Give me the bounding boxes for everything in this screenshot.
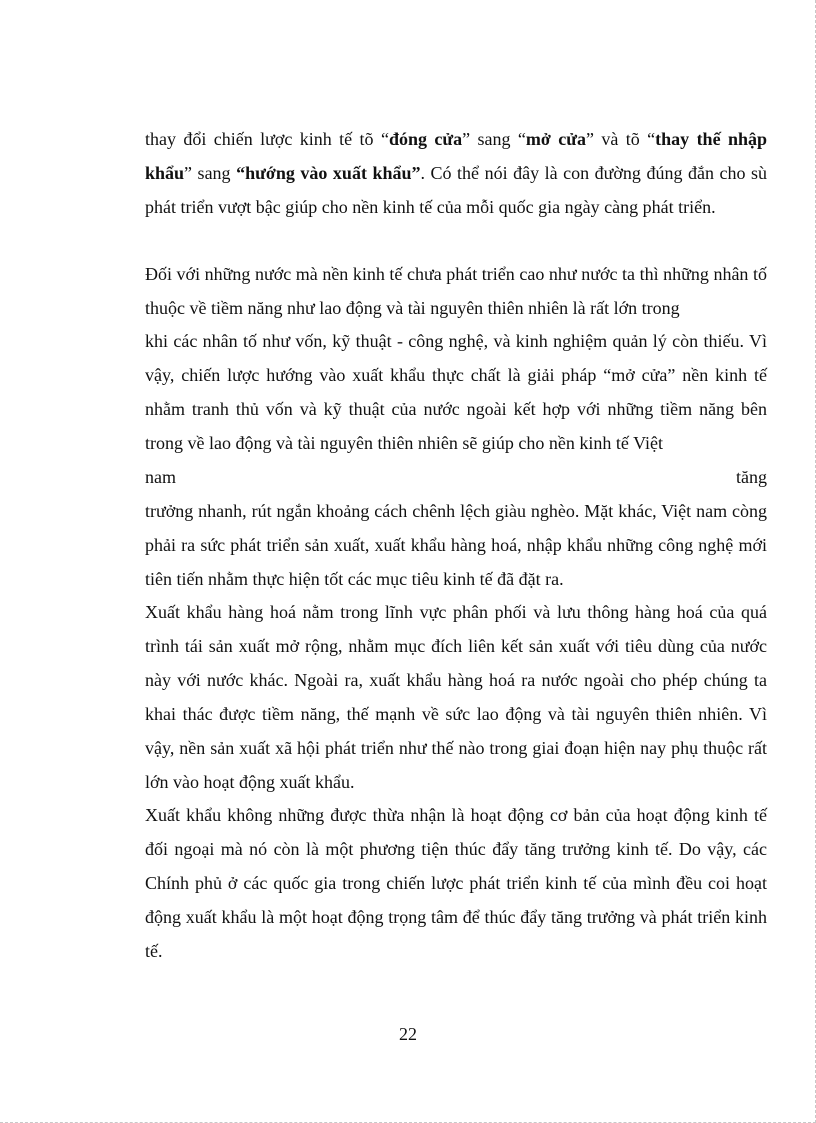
text-run: ” và tõ “	[586, 129, 656, 149]
paragraph-2-end	[145, 494, 767, 596]
paragraph-4	[145, 798, 767, 968]
paragraph-1-text	[145, 122, 767, 224]
split-line-right-word: tăng	[736, 467, 767, 487]
split-line-left-word: nam	[145, 467, 176, 487]
bold-text-export-oriented: “hướng vào xuất khẩu”	[236, 163, 421, 183]
paragraph-2-middle-text: khi các nhân tố như vốn, kỹ thuật - công nghệ, và kinh nghiệm quản lý còn thiếu. Vì vậy, chiến lược hướng vào xuất khẩu thực chất là giải pháp “mở cửa” nền kinh tế nhằm tranh thủ vốn và kỹ thuật của nước ngoài kết hợp với những tiềm năng bên trong về lao động và tài nguyên thiên nhiên sẽ giúp cho nền kinh tế Việt	[145, 331, 767, 453]
paragraph-2-start-text: Đối với những nước mà nền kinh tế chưa phát triển cao như nước ta thì những nhân tố thuộc về tiềm năng như lao động và tài nguyên thiên nhiên là rất lớn trong	[145, 264, 767, 318]
text-run: . Có thể nói đây là con đường đúng đắn cho sù phát triển vượt bậc giúp cho nền kinh tế của mỗi quốc gia ngày càng phát triển.	[145, 163, 768, 217]
split-line	[145, 460, 767, 494]
bold-text-open-door: mở cửa	[525, 129, 587, 149]
paragraph-3-text: Xuất khẩu hàng hoá nằm trong lĩnh vực phân phối và lưu thông hàng hoá của quá trình tái sản xuất mở rộng, nhằm mục đích liên kết sản xuất với tiêu dùng của nước này với nước khác. Ngoài ra, xuất khẩu hàng hoá ra nước ngoài cho phép chúng ta khai thác được tiềm năng, thế mạnh về sức lao động và tài nguyên thiên nhiên. Vì vậy, nền sản xuất xã hội phát triển như thế nào trong giai đoạn hiện nay phụ thuộc rất lớn vào hoạt động xuất khẩu.	[145, 602, 767, 792]
bold-text-closed-door: đóng cửa	[388, 129, 463, 149]
text-run: ” sang	[184, 163, 237, 183]
paragraph-4-text: Xuất khẩu không những được thừa nhận là hoạt động cơ bản của hoạt động kinh tế đối ngoại mà nó còn là một phương tiện thúc đẩy tăng trưởng kinh tế. Do vậy, các Chính phủ ở các quốc gia trong chiến lược phát triển kinh tế của mình đều coi hoạt động xuất khẩu là một hoạt động trọng tâm để thúc đẩy tăng trưởng và phát triển kinh tế.	[145, 805, 767, 961]
text-run: thay đổi chiến lược kinh tế tõ “	[145, 129, 389, 149]
paragraph-2-split-line	[145, 460, 767, 494]
text-run: ” sang “	[462, 129, 526, 149]
paragraph-2-middle	[145, 324, 767, 460]
bold-text-import-substitution: thay thế nhập khẩu	[145, 129, 767, 183]
page-number: 22	[399, 1024, 417, 1044]
paragraph-2-end-text: trưởng nhanh, rút ngắn khoảng cách chênh lệch giàu nghèo. Mặt khác, Việt nam còng phải ra sức phát triển sản xuất, xuất khẩu hàng hoá, nhập khẩu những công nghệ mới tiên tiến nhằm thực hiện tốt các mục tiêu kinh tế đã đặt ra.	[145, 501, 767, 589]
paragraph-3	[145, 595, 767, 799]
paragraph-2-start	[145, 257, 767, 325]
paragraph-1	[145, 122, 767, 224]
